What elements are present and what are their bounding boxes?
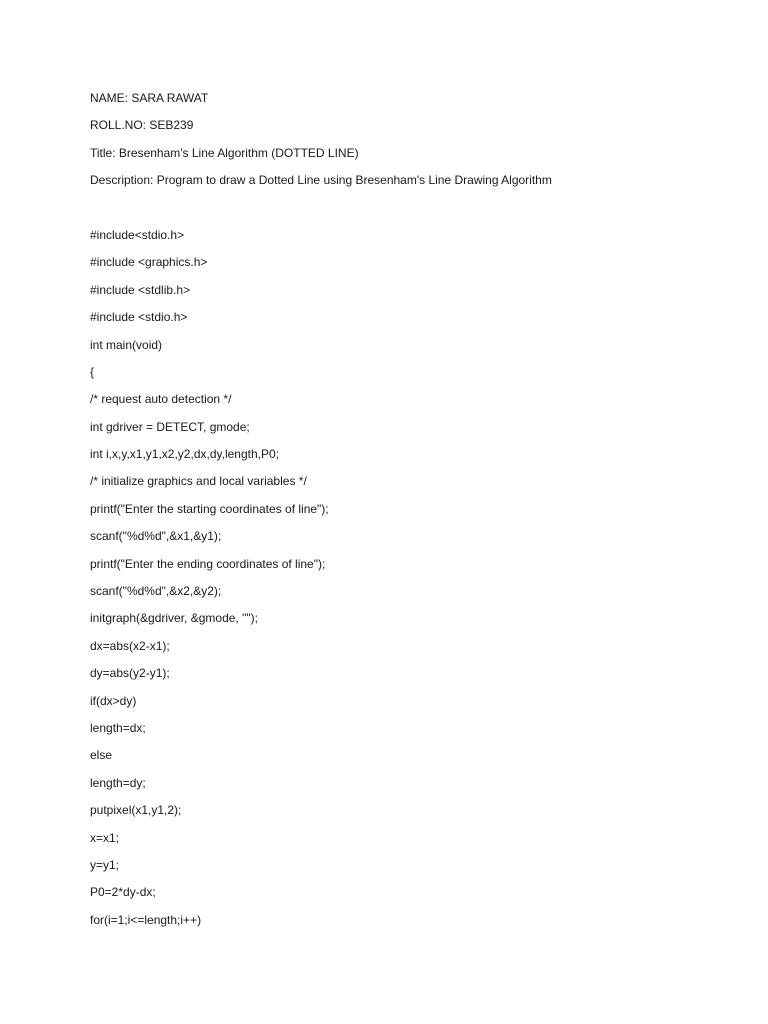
code-line: #include <stdlib.h> [90, 282, 191, 297]
document-content [90, 91, 730, 940]
code-line: dy=abs(y2-y1); [90, 666, 170, 681]
code-line: y=y1; [90, 857, 120, 872]
code-line: length=dy; [90, 775, 146, 790]
code-line: printf("Enter the ending coordinates of line"); [90, 556, 326, 571]
code-line: P0=2*dy-dx; [90, 885, 156, 900]
code-line: initgraph(&gdriver, &gmode, ""); [90, 611, 258, 626]
code-line: #include <stdio.h> [90, 310, 188, 325]
code-line: scanf("%d%d",&x2,&y2); [90, 584, 222, 599]
code-line: x=x1; [90, 830, 120, 845]
code-line: putpixel(x1,y1,2); [90, 803, 182, 818]
code-line: scanf("%d%d",&x1,&y1); [90, 529, 222, 544]
code-line: /* initialize graphics and local variables */ [90, 474, 307, 489]
document-description: Description: Program to draw a Dotted Line using Bresenham's Line Drawing Algorithm [90, 173, 552, 188]
code-line: #include <graphics.h> [90, 255, 208, 270]
code-line: length=dx; [90, 720, 146, 735]
code-line: else [90, 748, 113, 763]
code-line: for(i=1;i<=length;i++) [90, 912, 202, 927]
code-line: int gdriver = DETECT, gmode; [90, 419, 250, 434]
roll-number: ROLL.NO: SEB239 [90, 118, 194, 133]
code-line: if(dx>dy) [90, 693, 137, 708]
code-block [90, 228, 730, 927]
code-line: /* request auto detection */ [90, 392, 232, 407]
code-line: #include<stdio.h> [90, 227, 185, 242]
code-line: dx=abs(x2-x1); [90, 638, 170, 653]
student-name: NAME: SARA RAWAT [90, 91, 209, 105]
code-line: int main(void) [90, 337, 163, 352]
document-title: Title: Bresenham's Line Algorithm (DOTTED LINE) [90, 145, 359, 160]
code-line: { [90, 364, 95, 379]
code-line: int i,x,y,x1,y1,x2,y2,dx,dy,length,P0; [90, 447, 279, 462]
blank-line [90, 201, 730, 228]
code-line: printf("Enter the starting coordinates of line"); [90, 501, 329, 516]
